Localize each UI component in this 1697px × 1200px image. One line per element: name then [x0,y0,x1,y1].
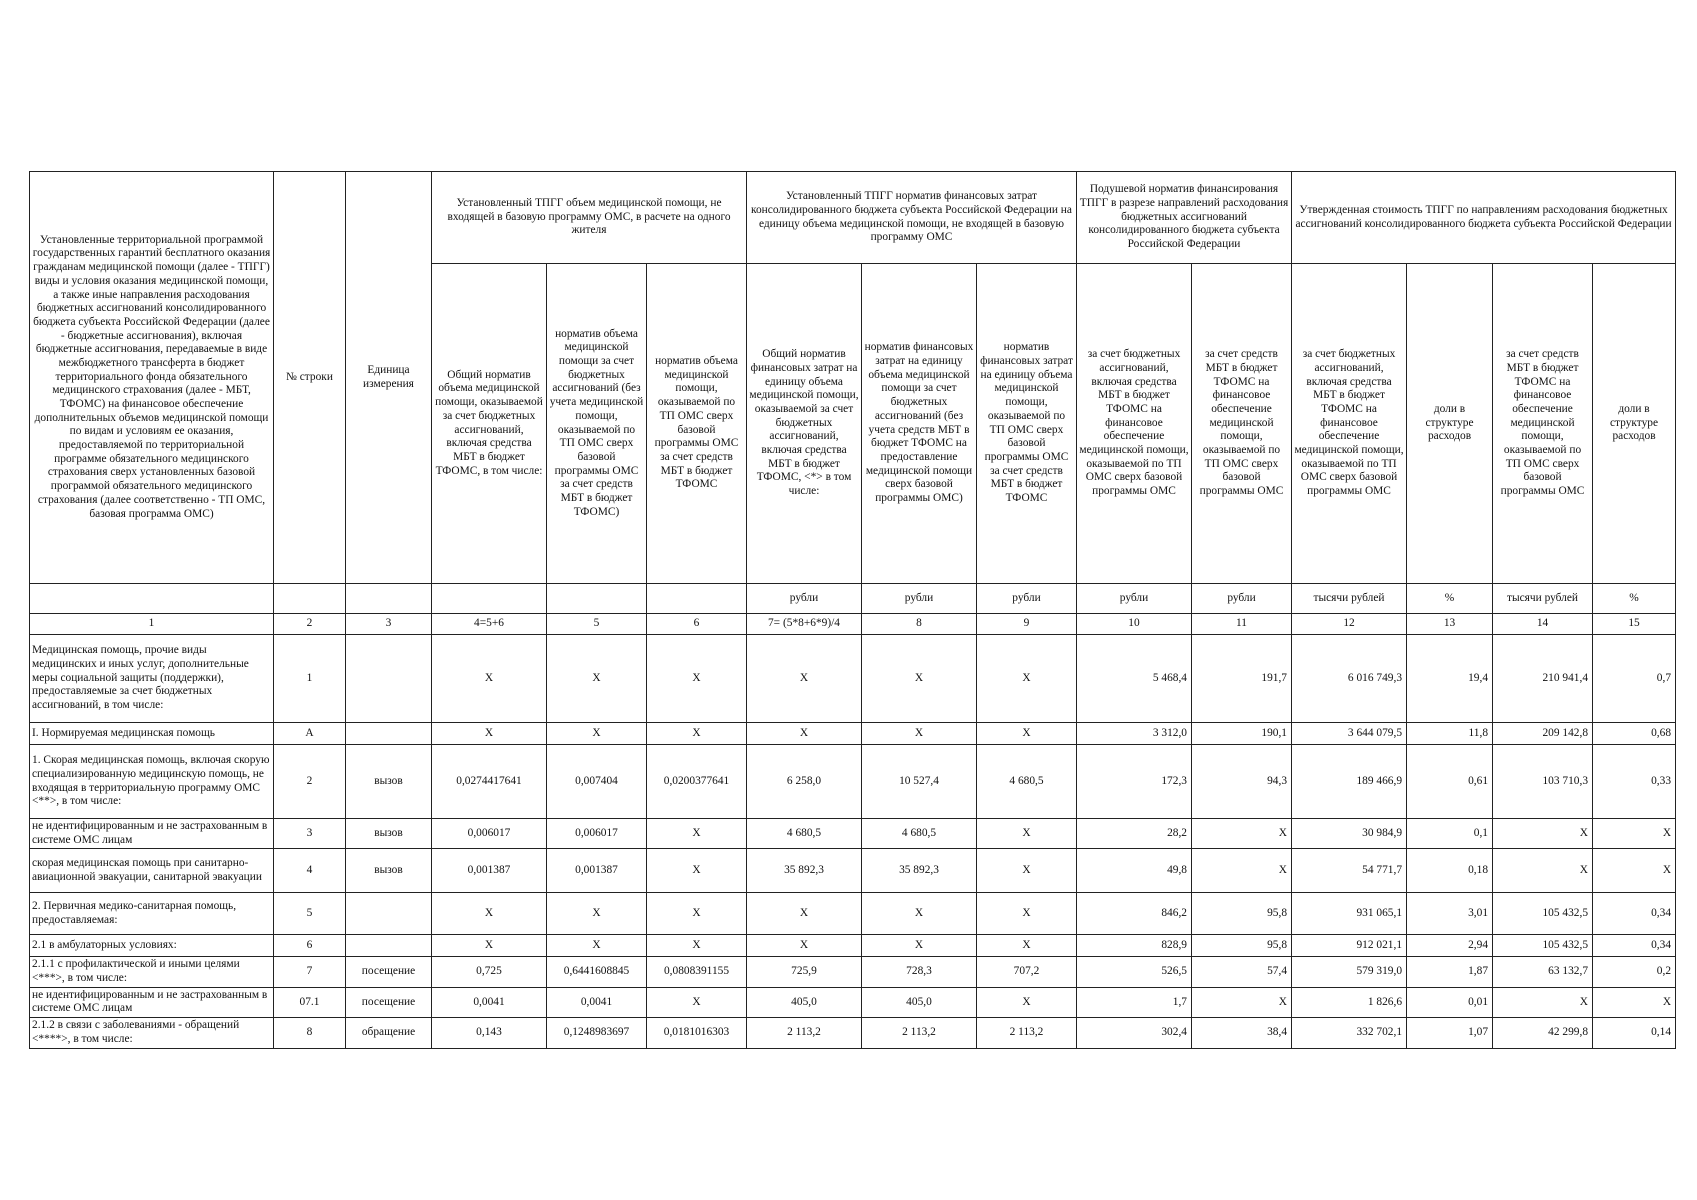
units-row-cell: рубли [862,584,977,614]
table-row-cell: Х [977,635,1077,723]
table-row-cell: 189 466,9 [1292,745,1407,819]
table-row-cell: Х [547,635,647,723]
table-row-cell: 5 468,4 [1077,635,1192,723]
table-row-cell: Х [432,893,547,935]
table-row-cell: 4 [274,849,346,893]
table-row-cell: 0,14 [1593,1018,1676,1048]
table-row-cell: 2. Первичная медико-санитарная помощь, предоставляемая: [30,893,274,935]
table-row-cell: 3 [274,819,346,849]
table-row-cell [346,635,432,723]
table-row-cell: 95,8 [1192,893,1292,935]
table-row [30,723,1676,745]
table-row-cell: 42 299,8 [1493,1018,1593,1048]
table-row-cell: 828,9 [1077,935,1192,957]
column-numbers-row-cell: 4=5+6 [432,614,547,635]
table-row-cell: 405,0 [862,987,977,1017]
table-row-cell: 54 771,7 [1292,849,1407,893]
table-row [30,935,1676,957]
table-row-cell: 0,6441608845 [547,957,647,987]
table-row-cell: посещение [346,987,432,1017]
table-row-cell: Х [862,893,977,935]
header-col1: Установленные территориальной программой государственных гарантий бесплатного оказания гражданам медицинской помощи (далее - ТПГГ) виды и условия оказания медицинской помощи, а также иные направления расходования бюджетных ассигнований консолидированного бюджета субъекта Российской Федерации (далее - бюджетные ассигнования), включая бюджетные ассигнования, передаваемые в виде межбюджетного трансферта в бюджет территориального фонда обязательного медицинского страхования (далее - МБТ, ТФОМС) на финансовое обеспечение дополнительных объемов медицинской помощи по видам и условиям ее оказания, предоставляемой по территориальной программе обязательного медицинского страхования сверх установленных базовой программой обязательного медицинского страхования (далее соответственно - ТП ОМС, базовая программа ОМС) [30,172,274,584]
table-row-cell: 5 [274,893,346,935]
table-row-cell: Х [1493,819,1593,849]
table-row [30,1018,1676,1048]
column-numbers-row-cell: 9 [977,614,1077,635]
table-row-cell: Х [647,635,747,723]
table-row-cell: 2 113,2 [977,1018,1077,1048]
table-row-cell: 10 527,4 [862,745,977,819]
table-row-cell: 57,4 [1192,957,1292,987]
units-row-cell [432,584,547,614]
table-row-cell: 19,4 [1407,635,1493,723]
table-row-cell: 0,006017 [547,819,647,849]
table-row-cell: Х [547,893,647,935]
header-col2: № строки [274,172,346,584]
table-row-cell: I. Нормируемая медицинская помощь [30,723,274,745]
units-row-cell: рубли [977,584,1077,614]
table-row-cell: 0,143 [432,1018,547,1048]
table-row-cell: 2 113,2 [747,1018,862,1048]
table-row-cell: 35 892,3 [862,849,977,893]
table-row-cell: 0,7 [1593,635,1676,723]
table-row-cell: Х [432,935,547,957]
table-row-cell: Х [977,849,1077,893]
header-group-percapita: Подушевой норматив финансирования ТПГГ в разрезе направлений расходования бюджетных ассигнований консолидированного бюджета субъекта Российской Федерации [1077,172,1292,264]
units-row-cell [274,584,346,614]
column-numbers-row-cell: 7= (5*8+6*9)/4 [747,614,862,635]
table-row-cell: 2 [274,745,346,819]
table-row-cell [346,935,432,957]
table-row-cell: 2,94 [1407,935,1493,957]
table-row-cell: Х [862,935,977,957]
table-row-cell: 2.1.1 с профилактической и иными целями <***>, в том числе: [30,957,274,987]
table-row-cell: 302,4 [1077,1018,1192,1048]
header-sub6: норматив объема медицинской помощи, оказываемой по ТП ОМС сверх базовой программы ОМС за счет средств МБТ в бюджет ТФОМС [647,264,747,584]
units-row-cell: рубли [1192,584,1292,614]
table-row-cell [346,893,432,935]
table-row-cell: 2.1 в амбулаторных условиях: [30,935,274,957]
table-row-cell: 190,1 [1192,723,1292,745]
units-row-cell: % [1407,584,1493,614]
table-row-cell: 30 984,9 [1292,819,1407,849]
table-row-cell: 0,007404 [547,745,647,819]
table-row-cell: Х [647,849,747,893]
table-row-cell: 526,5 [1077,957,1192,987]
units-row-cell: % [1593,584,1676,614]
table-row-cell: вызов [346,745,432,819]
table-row-cell: посещение [346,957,432,987]
table-row-cell: Х [862,635,977,723]
column-numbers-row-cell: 13 [1407,614,1493,635]
table-row-cell: 2.1.2 в связи с заболеваниями - обращений <****>, в том числе: [30,1018,274,1048]
units-row-cell: рубли [747,584,862,614]
table-row-cell: Медицинская помощь, прочие виды медицинских и иных услуг, дополнительные меры социальной защиты (поддержки), предоставляемые за счет бюджетных ассигнований, в том числе: [30,635,274,723]
table-row-cell: 172,3 [1077,745,1192,819]
table-row-cell: 3 312,0 [1077,723,1192,745]
table-row-cell: вызов [346,819,432,849]
header-sub12: за счет бюджетных ассигнований, включая средства МБТ в бюджет ТФОМС на финансовое обеспечение медицинской помощи, оказываемой по ТП ОМС сверх базовой программы ОМС [1292,264,1407,584]
table-row-cell: Х [977,819,1077,849]
table-row-cell: Х [432,723,547,745]
table-row-cell: 579 319,0 [1292,957,1407,987]
table-row-cell: Х [747,723,862,745]
table-row-cell: 11,8 [1407,723,1493,745]
table-row [30,957,1676,987]
table-row-cell: 931 065,1 [1292,893,1407,935]
table-row-cell: 912 021,1 [1292,935,1407,957]
table-row-cell: 3 644 079,5 [1292,723,1407,745]
table-row-cell: Х [1493,849,1593,893]
table-row-cell: Х [647,893,747,935]
table-row-cell: Х [747,893,862,935]
table-row-cell: 2 113,2 [862,1018,977,1048]
table-row [30,987,1676,1017]
table-row-cell: 07.1 [274,987,346,1017]
header-sub5: норматив объема медицинской помощи за счет бюджетных ассигнований (без учета медицинской помощи, оказываемой по ТП ОМС сверх базовой программы ОМС за счет средств МБТ в бюджет ТФОМС) [547,264,647,584]
table-row-cell: 0,18 [1407,849,1493,893]
budget-table [29,171,1676,1049]
column-numbers-row-cell: 1 [30,614,274,635]
table-row-cell: 63 132,7 [1493,957,1593,987]
table-row-cell: Х [647,819,747,849]
table-row-cell: 38,4 [1192,1018,1292,1048]
table-row-cell: 0,1 [1407,819,1493,849]
table-row-cell: Х [547,935,647,957]
table-row-cell: 0,68 [1593,723,1676,745]
table-row-cell: Х [977,893,1077,935]
table-row-cell: 1 826,6 [1292,987,1407,1017]
table-row-cell: А [274,723,346,745]
table-row-cell: не идентифицированным и не застрахованным в системе ОМС лицам [30,819,274,849]
header-sub10: за счет бюджетных ассигнований, включая средства МБТ в бюджет ТФОМС на финансовое обеспечение медицинской помощи, оказываемой по ТП ОМС сверх базовой программы ОМС [1077,264,1192,584]
header-sub13: доли в структуре расходов [1407,264,1493,584]
column-numbers-row-cell: 12 [1292,614,1407,635]
column-numbers-row-cell: 3 [346,614,432,635]
table-row-cell: 405,0 [747,987,862,1017]
table-row-cell: 95,8 [1192,935,1292,957]
table-row-cell: Х [432,635,547,723]
column-numbers-row-cell: 15 [1593,614,1676,635]
table-row-cell: Х [1192,987,1292,1017]
header-sub15: доли в структуре расходов [1593,264,1676,584]
table-row-cell: 4 680,5 [977,745,1077,819]
table-row-cell: 49,8 [1077,849,1192,893]
table-row-cell: 725,9 [747,957,862,987]
table-row-cell: 0,0181016303 [647,1018,747,1048]
table-row-cell: 191,7 [1192,635,1292,723]
table-row-cell: Х [977,987,1077,1017]
table-row-cell: 35 892,3 [747,849,862,893]
table-row-cell: 0,34 [1593,893,1676,935]
column-numbers-row-cell: 14 [1493,614,1593,635]
table-row-cell: скорая медицинская помощь при санитарно-авиационной эвакуации, санитарной эвакуации [30,849,274,893]
units-row-cell [547,584,647,614]
column-numbers-row-cell: 8 [862,614,977,635]
column-numbers-row-cell: 5 [547,614,647,635]
header-sub4: Общий норматив объема медицинской помощи, оказываемой за счет бюджетных ассигнований, включая средства МБТ в бюджет ТФОМС, в том числе: [432,264,547,584]
table-row-cell: Х [647,935,747,957]
table-row-cell: 707,2 [977,957,1077,987]
table-row-cell: 0,01 [1407,987,1493,1017]
header-sub14: за счет средств МБТ в бюджет ТФОМС на финансовое обеспечение медицинской помощи, оказываемой по ТП ОМС сверх базовой программы ОМС [1493,264,1593,584]
table-row-cell: 103 710,3 [1493,745,1593,819]
table-row-cell: обращение [346,1018,432,1048]
table-row-cell: 0,2 [1593,957,1676,987]
table-row [30,635,1676,723]
table-row-cell: Х [977,723,1077,745]
table-row-cell: 1,87 [1407,957,1493,987]
column-numbers-row-cell: 10 [1077,614,1192,635]
table-row-cell: 6 016 749,3 [1292,635,1407,723]
table-row-cell: 1,7 [1077,987,1192,1017]
units-row-cell [30,584,274,614]
table-row-cell: 210 941,4 [1493,635,1593,723]
table-row-cell: Х [1192,819,1292,849]
table-row-cell: Х [647,987,747,1017]
table-row-cell: 6 258,0 [747,745,862,819]
table-row-cell: Х [1593,849,1676,893]
table-row-cell: 0,33 [1593,745,1676,819]
column-numbers-row-cell: 11 [1192,614,1292,635]
table-row-cell: 0,725 [432,957,547,987]
header-sub7: Общий норматив финансовых затрат на единицу объема медицинской помощи, оказываемой за счет бюджетных ассигнований, включая средства МБТ в бюджет ТФОМС, <*> в том числе: [747,264,862,584]
table-row-cell: 0,001387 [547,849,647,893]
column-numbers-row-cell: 6 [647,614,747,635]
table-row-cell: 0,001387 [432,849,547,893]
table-row-cell: 1 [274,635,346,723]
table-row-cell: Х [1593,819,1676,849]
table-row-cell: 8 [274,1018,346,1048]
units-row-cell: тысячи рублей [1292,584,1407,614]
table-row-cell: 0,006017 [432,819,547,849]
table-row-cell: Х [977,935,1077,957]
table-row-cell: Х [647,723,747,745]
table-row-cell: 105 432,5 [1493,935,1593,957]
table-row-cell: 0,0200377641 [647,745,747,819]
table-row-cell: Х [862,723,977,745]
header-group-cost: Установленный ТПГГ норматив финансовых затрат консолидированного бюджета субъекта Российской Федерации на единицу объема медицинской помощи, не входящей в базовую программу ОМС [747,172,1077,264]
table-row-cell: 332 702,1 [1292,1018,1407,1048]
header-col3: Единица измерения [346,172,432,584]
table-row-cell: 728,3 [862,957,977,987]
table-row-cell: не идентифицированным и не застрахованным в системе ОМС лицам [30,987,274,1017]
units-row [30,584,1676,614]
header-group-total: Утвержденная стоимость ТПГГ по направлениям расходования бюджетных ассигнований консолидированного бюджета субъекта Российской Федерации [1292,172,1676,264]
table-row-cell: Х [1493,987,1593,1017]
table-row-cell: Х [1192,849,1292,893]
table-row-cell: вызов [346,849,432,893]
units-row-cell [647,584,747,614]
column-numbers-row [30,614,1676,635]
table-row-cell: 0,0274417641 [432,745,547,819]
table-row-cell: 1. Скорая медицинская помощь, включая скорую специализированную медицинскую помощь, не входящая в территориальную программу ОМС <**>, в том числе: [30,745,274,819]
table-row [30,893,1676,935]
table-row-cell: 0,0041 [547,987,647,1017]
table-row-cell [346,723,432,745]
table-row-cell: 7 [274,957,346,987]
table-row-cell: 105 432,5 [1493,893,1593,935]
table-row-cell: 4 680,5 [862,819,977,849]
table-row-cell: Х [1593,987,1676,1017]
table-row-cell: 94,3 [1192,745,1292,819]
table-row-cell: 28,2 [1077,819,1192,849]
table-row-cell: 0,34 [1593,935,1676,957]
units-row-cell [346,584,432,614]
header-sub9: норматив финансовых затрат на единицу объема медицинской помощи, оказываемой по ТП ОМС сверх базовой программы ОМС за счет средств МБТ в бюджет ТФОМС [977,264,1077,584]
table-row-cell: 0,0041 [432,987,547,1017]
table-row-cell: Х [747,935,862,957]
units-row-cell: тысячи рублей [1493,584,1593,614]
units-row-cell: рубли [1077,584,1192,614]
table-row-cell: 0,1248983697 [547,1018,647,1048]
table-row-cell: 0,61 [1407,745,1493,819]
table-row-cell: 0,0808391155 [647,957,747,987]
header-sub11: за счет средств МБТ в бюджет ТФОМС на финансовое обеспечение медицинской помощи, оказываемой по ТП ОМС сверх базовой программы ОМС [1192,264,1292,584]
table-row-cell: 1,07 [1407,1018,1493,1048]
table-row [30,819,1676,849]
header-group-volume: Установленный ТПГГ объем медицинской помощи, не входящей в базовую программу ОМС, в расчете на одного жителя [432,172,747,264]
header-sub8: норматив финансовых затрат на единицу объема медицинской помощи за счет бюджетных ассигнований (без учета средств МБТ в бюджет ТФОМС на предоставление медицинской помощи сверх базовой программы ОМС) [862,264,977,584]
table-row-cell: 209 142,8 [1493,723,1593,745]
table-row-cell: 3,01 [1407,893,1493,935]
table-row-cell: Х [547,723,647,745]
table-row [30,745,1676,819]
table-row-cell: 6 [274,935,346,957]
table-row-cell: 846,2 [1077,893,1192,935]
table-row [30,849,1676,893]
table-row-cell: Х [747,635,862,723]
column-numbers-row-cell: 2 [274,614,346,635]
table-row-cell: 4 680,5 [747,819,862,849]
